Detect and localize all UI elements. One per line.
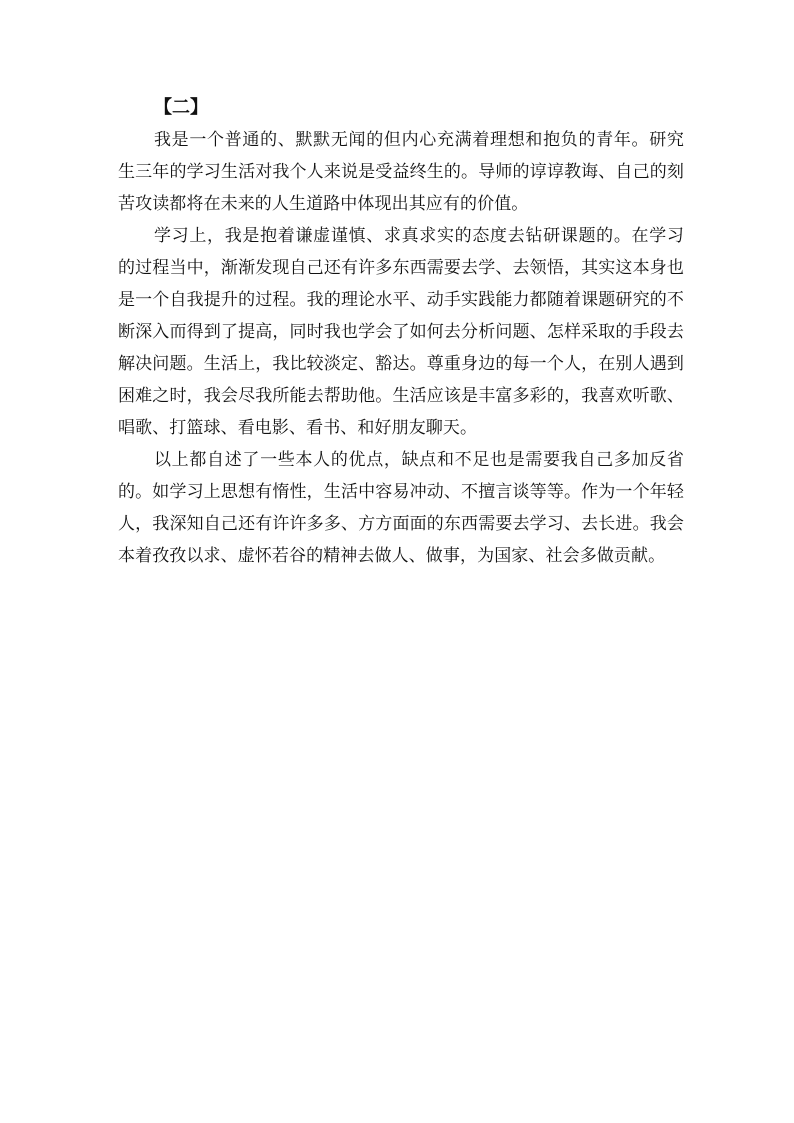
paragraph-intro: 我是一个普通的、默默无闻的但内心充满着理想和抱负的青年。研究生三年的学习生活对我个人来说是受益终生的。导师的谆谆教诲、自己的刻苦攻读都将在未来的人生道路中体现出其应有的价值。	[118, 130, 684, 214]
paragraph-study-life: 学习上，我是抱着谦虚谨慎、求真求实的态度去钻研课题的。在学习的过程当中，渐渐发现自己还有许多东西需要去学、去领悟，其实这本身也是一个自我提升的过程。我的理论水平、动手实践能力都随着课题研究的不断深入而得到了提高，同时我也学会了如何去分析问题、怎样采取的手段去解决问题。生活上，我比较淡定、豁达。尊重身边的每一个人，在别人遇到困难之时，我会尽我所能去帮助他。生活应该是丰富多彩的，我喜欢听歌、唱歌、打篮球、看电影、看书、和好朋友聊天。	[118, 226, 684, 438]
paragraph-self-reflection: 以上都自述了一些本人的优点，缺点和不足也是需要我自己多加反省的。如学习上思想有惰性，生活中容易冲动、不擅言谈等等。作为一个年轻人，我深知自己还有许许多多、方方面面的东西需要去学习、去长进。我会本着孜孜以求、虚怀若谷的精神去做人、做事，为国家、社会多做贡献。	[118, 450, 684, 566]
document-page	[118, 92, 684, 572]
section-heading: 【二】	[154, 97, 208, 118]
